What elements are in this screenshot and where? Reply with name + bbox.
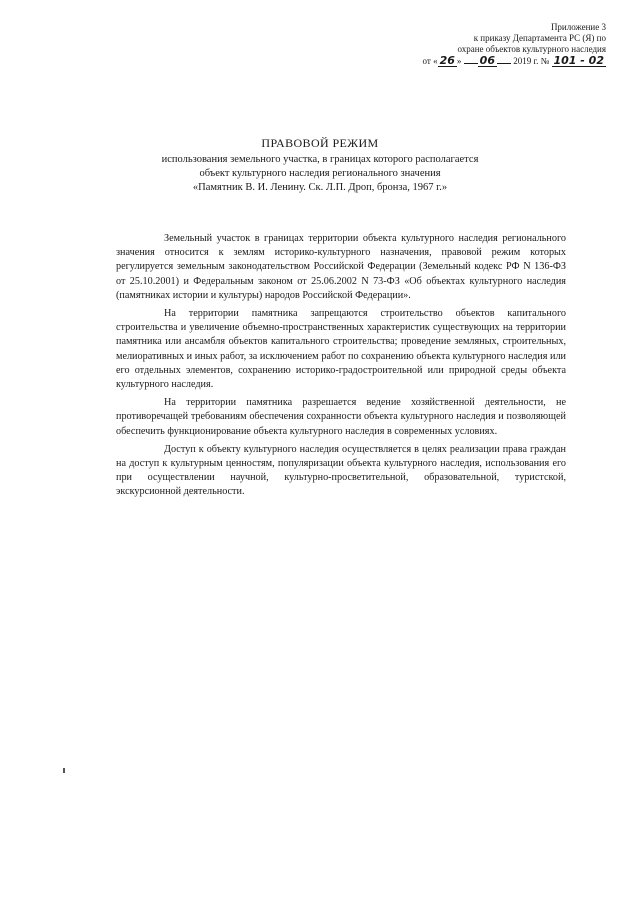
appendix-date-line bbox=[392, 55, 606, 67]
paragraph-1: Земельный участок в границах территории объекта культурного наследия регионального значения относится к землям историко-культурного назначения, правовой режим которых регулируется земельным законодательством Российской Федерации (Земельный кодекс РФ N 136-ФЗ от 25.10.2001) и Федеральным законом от 25.06.2002 N 73-ФЗ «Об объектах культурного наследия (памятниках истории и культуры) народов Российской Федерации». bbox=[116, 233, 566, 301]
handwritten-day: 26 bbox=[439, 54, 455, 67]
appendix-order-line: к приказу Департамента РС (Я) по bbox=[473, 33, 606, 43]
document-title-block bbox=[140, 136, 500, 195]
appendix-department-line: охране объектов культурного наследия bbox=[457, 44, 606, 54]
date-prefix: от « bbox=[422, 56, 438, 66]
title-line-2: объект культурного наследия регионального значения bbox=[199, 168, 441, 179]
appendix-label: Приложение 3 bbox=[550, 22, 606, 32]
scan-artifact-mark bbox=[63, 768, 65, 773]
handwritten-month: 06 bbox=[479, 54, 495, 67]
date-blank-left bbox=[464, 63, 478, 64]
year-text: 2019 г. № bbox=[513, 56, 550, 66]
date-blank-right bbox=[497, 63, 511, 64]
document-body bbox=[116, 232, 566, 504]
document-title: ПРАВОВОЙ РЕЖИМ bbox=[261, 136, 379, 150]
appendix-header bbox=[392, 22, 606, 67]
paragraph-2: На территории памятника запрещаются строительство объектов капитального строительства и увеличение объемно-пространственных характеристик существующих на территории памятника или ансамбля объектов капитального строительства; проведение земляных, строительных, мелиоративных и иных работ, за исключением работ по сохранению объекта культурного наследия или его отдельных элементов, сохранению историко-градостроительной или природной среды объекта культурного наследия. bbox=[116, 308, 566, 391]
title-line-3: «Памятник В. И. Ленину. Ск. Л.П. Дроп, бронза, 1967 г.» bbox=[192, 182, 448, 193]
title-line-1: использования земельного участка, в границах которого располагается bbox=[161, 154, 479, 165]
paragraph-4: Доступ к объекту культурного наследия осуществляется в целях реализации права граждан на доступ к культурным ценностям, популяризации объекта культурного наследия, использования его при осуществлении научной, культурно-просветительной, образовательной, туристской, экскурсионной деятельности. bbox=[116, 443, 566, 498]
date-quote-close: » bbox=[456, 56, 462, 66]
handwritten-number: 101 - 02 bbox=[553, 54, 604, 67]
paragraph-3: На территории памятника разрешается ведение хозяйственной деятельности, не противоречащей требованиям обеспечения сохранности объекта культурного наследия и позволяющей обеспечить функционирование объекта культурного наследия в современных условиях. bbox=[116, 397, 566, 437]
